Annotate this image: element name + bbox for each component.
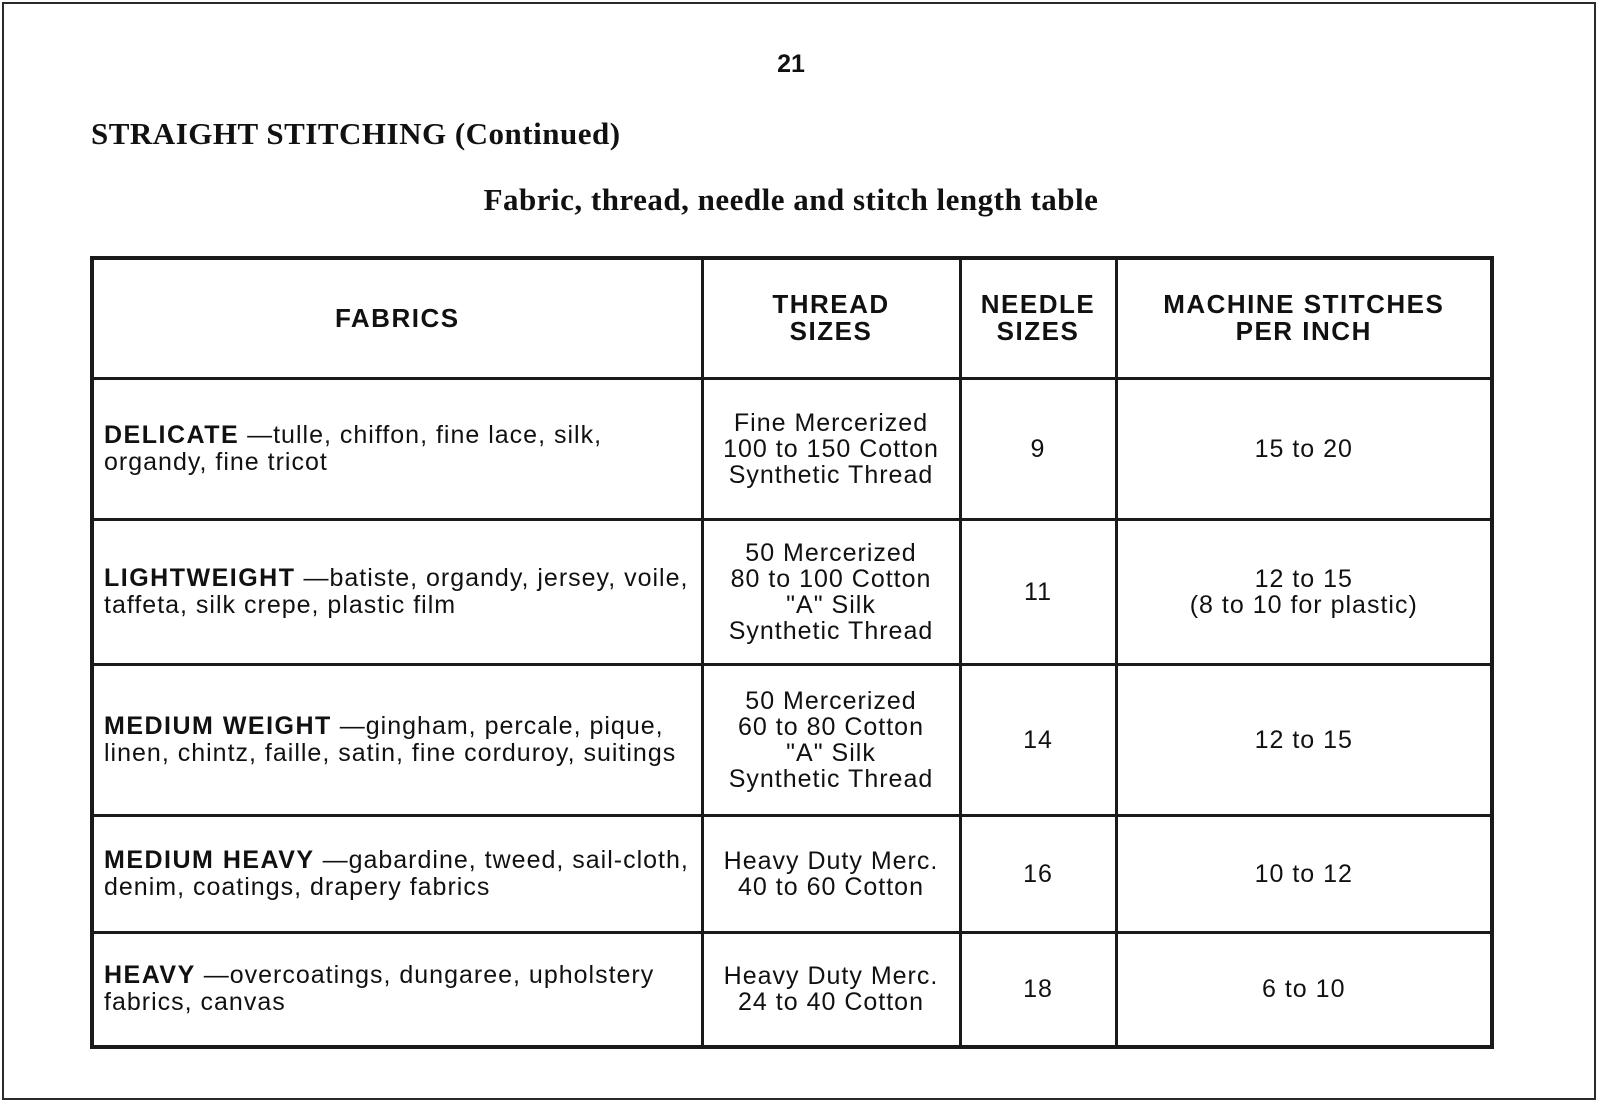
fabric-cell — [92, 816, 702, 933]
table-row — [92, 519, 1492, 664]
thread-cell — [702, 519, 960, 664]
stitches-line: 12 to 15 — [1254, 726, 1353, 755]
fabric-list: —tulle, chiffon, fine lace, silk, organdy, fine tricot — [104, 420, 603, 476]
header-thread-line: THREAD — [772, 289, 890, 320]
section-title: STRAIGHT STITCHING (Continued) — [91, 116, 621, 151]
thread-line: "A" Silk — [786, 739, 876, 768]
needle-cell: 11 — [960, 519, 1116, 664]
stitches-cell — [1116, 816, 1492, 933]
stitches-cell — [1116, 664, 1492, 815]
fabric-weight: MEDIUM WEIGHT — [104, 712, 332, 741]
thread-line: 100 to 150 Cotton — [723, 434, 939, 463]
stitches-line: 15 to 20 — [1254, 434, 1353, 463]
header-stitches-line: PER INCH — [1235, 316, 1372, 347]
thread-line: Fine Mercerized — [733, 408, 929, 437]
table-row — [92, 378, 1492, 519]
stitches-line: 6 to 10 — [1262, 975, 1346, 1004]
thread-line: 80 to 100 Cotton — [730, 564, 932, 593]
stitches-cell — [1116, 378, 1492, 519]
thread-cell — [702, 664, 960, 815]
stitches-line: (8 to 10 for plastic) — [1189, 590, 1418, 619]
table-row — [92, 932, 1492, 1047]
thread-cell — [702, 378, 960, 519]
header-stitches-per-inch — [1116, 258, 1492, 378]
table-row — [92, 816, 1492, 933]
fabric-cell — [92, 664, 702, 815]
needle-cell: 16 — [960, 816, 1116, 933]
thread-line: Synthetic Thread — [728, 765, 934, 794]
header-needle-sizes — [960, 258, 1116, 378]
thread-line: 60 to 80 Cotton — [738, 713, 924, 742]
thread-line: 50 Mercerized — [745, 538, 917, 567]
fabric-cell — [92, 932, 702, 1047]
fabric-list: —gabardine, tweed, sail-cloth, denim, coatings, drapery fabrics — [104, 846, 689, 902]
page-number: 21 — [777, 50, 805, 78]
fabric-list: —batiste, organdy, jersey, voile, taffeta, silk crepe, plastic film — [104, 563, 689, 619]
header-fabrics — [92, 258, 702, 378]
needle-cell: 9 — [960, 378, 1116, 519]
header-thread-sizes — [702, 258, 960, 378]
table-row — [92, 664, 1492, 815]
stitches-line: 12 to 15 — [1254, 564, 1353, 593]
fabric-list: —overcoatings, dungaree, upholstery fabrics, canvas — [104, 961, 655, 1017]
thread-cell — [702, 932, 960, 1047]
header-fabrics-label: FABRICS — [334, 302, 460, 333]
thread-line: Heavy Duty Merc. — [723, 962, 939, 991]
needle-cell: 18 — [960, 932, 1116, 1047]
fabric-weight: MEDIUM HEAVY — [104, 846, 315, 875]
thread-line: 40 to 60 Cotton — [738, 873, 924, 902]
thread-line: 50 Mercerized — [745, 687, 917, 716]
table-title: Fabric, thread, needle and stitch length table — [483, 182, 1099, 217]
thread-line: Synthetic Thread — [728, 460, 934, 489]
table-header-row — [92, 258, 1492, 378]
header-stitches-line: MACHINE STITCHES — [1163, 289, 1445, 320]
thread-line: Heavy Duty Merc. — [723, 847, 939, 876]
thread-line: 24 to 40 Cotton — [738, 988, 924, 1017]
stitches-line: 10 to 12 — [1254, 860, 1353, 889]
fabric-weight: LIGHTWEIGHT — [104, 563, 296, 592]
stitches-cell — [1116, 932, 1492, 1047]
needle-cell: 14 — [960, 664, 1116, 815]
fabric-weight: HEAVY — [104, 961, 196, 990]
fabric-cell — [92, 378, 702, 519]
fabric-weight: DELICATE — [104, 420, 240, 449]
stitch-table — [90, 256, 1494, 1049]
header-needle-line: NEEDLE — [980, 289, 1096, 320]
fabric-list: —gingham, percale, pique, linen, chintz, faille, satin, fine corduroy, suitings — [104, 712, 677, 768]
stitches-cell — [1116, 519, 1492, 664]
header-thread-line: SIZES — [789, 316, 873, 347]
thread-line: Synthetic Thread — [728, 616, 934, 645]
header-needle-line: SIZES — [996, 316, 1080, 347]
thread-cell — [702, 816, 960, 933]
fabric-cell — [92, 519, 702, 664]
thread-line: "A" Silk — [786, 590, 876, 619]
